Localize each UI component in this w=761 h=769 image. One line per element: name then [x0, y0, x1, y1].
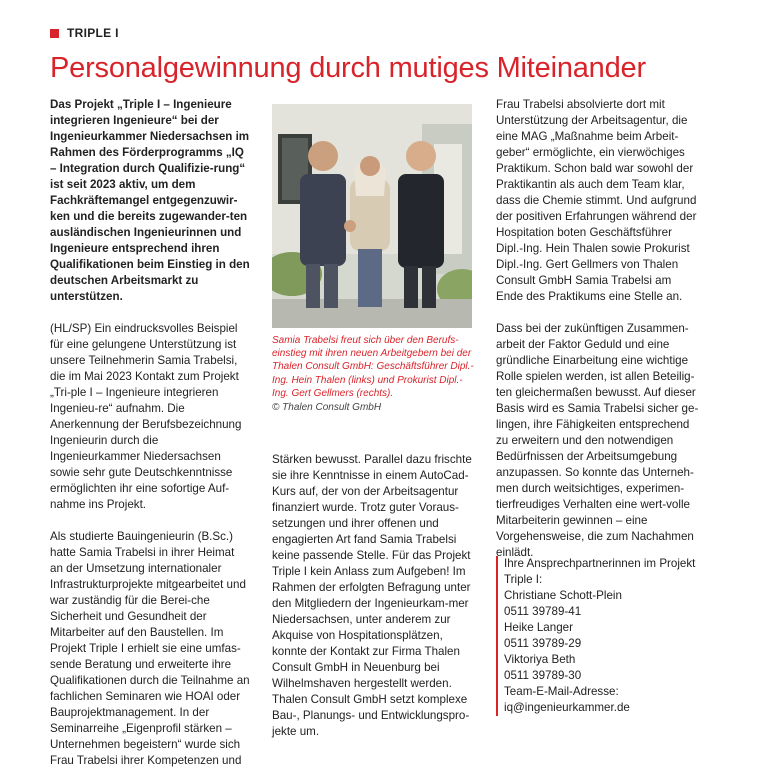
red-square-icon	[50, 29, 59, 38]
article-headline: Personalgewinnung durch mutiges Miteinander	[50, 52, 646, 84]
column-2	[272, 452, 474, 740]
article-photo	[272, 104, 472, 328]
paragraph-5: Dass bei der zukünftigen Zusammen-arbeit der Faktor Geduld und eine gründliche Einarbeitung eine wichtige Rolle spielen werden, ist allen Beteilig-ten gleichermaßen bewusst. Auf dieser Basis wird es Samia Trabelsi sicher ge-lingen, ihre Fähigkeiten entsprechend zu erweitern und den notwendigen Bedürfnissen der Arbeitsumgebung anzupassen. So konnte das Unterneh-men durch weitsichtiges, experimen-tierfreudiges Verhalten eine wert-volle Mitarbeiterin gewinnen – eine Vorgehensweise, die zum Nachahmen einlädt.	[496, 322, 699, 559]
paragraph-4: Frau Trabelsi absolvierte dort mit Unterstützung der Arbeitsagentur, die eine MAG „Maßnahme beim Arbeit-geber“ ermöglichte, ein vierwöchiges Praktikum. Schon bald war sowohl der Praktikantin als auch dem Team klar, dass die Chemie stimmt. Und aufgrund der positiven Erfahrungen während der Hospitation boten Geschäftsführer Dipl.-Ing. Hein Thalen sowie Prokurist Dipl.-Ing. Gert Gellmers von Thalen Consult GmbH Samia Trabelsi am Ende des Praktikums eine Stelle an.	[496, 98, 697, 303]
contact-phone-2: 0511 39789-29	[504, 637, 582, 650]
paragraph-3: Stärken bewusst. Parallel dazu frischte sie ihre Kenntnisse in einem AutoCad-Kurs auf, der von der Arbeitsagentur finanziert wurde. Trotz guter Voraus-setzungen und ihrer offenen und engagierten Art fand Samia Trabelsi keine passende Stelle. Für das Projekt Triple I kein Anlass zum Aufgeben! Im Rahmen der erfolgten Befragung unter den Mitgliedern der Ingenieurkam-mer Niedersachsen, unter anderem zur Akquise von Hospitationsplätzen, konnte der Kontakt zur Firma Thalen Consult GmbH in Neuenburg bei Wilhelmshaven hergestellt werden. Thalen Consult GmbH setzt komplexe Bau-, Planungs- und Entwicklungspro-jekte um.	[272, 453, 472, 738]
contact-intro-line-1: Ihre Ansprechpartnerinnen im Projekt	[504, 557, 696, 570]
column-3	[496, 97, 700, 561]
caption-text: Samia Trabelsi freut sich über den Berufs-einstieg mit ihren neuen Arbeitgebern bei der Thalen Consult GmbH: Geschäftsführer Dipl.-Ing. Hein Thalen (links) und Prokurist Dipl.-Ing. Gert Gellmers (rechts).	[272, 335, 474, 399]
contact-phone-3: 0511 39789-30	[504, 669, 582, 682]
contact-intro-line-2: Triple I:	[504, 573, 543, 586]
photo-credit: © Thalen Consult GmbH	[272, 402, 382, 414]
contact-email-label: Team-E-Mail-Adresse:	[504, 685, 619, 698]
contact-name-3: Viktoriya Beth	[504, 653, 576, 666]
contact-email[interactable]: iq@ingenieurkammer.de	[504, 701, 630, 714]
photo-three-people-icon	[272, 104, 472, 328]
contact-phone-1: 0511 39789-41	[504, 605, 582, 618]
kicker-label: TRIPLE I	[67, 26, 119, 40]
paragraph-1: (HL/SP) Ein eindrucksvolles Beispiel für eine gelungene Unterstützung ist unsere Teilnehmerin Samia Trabelsi, die im Mai 2023 Kontakt zum Projekt „Tri-ple I – Ingenieure integrieren Ingenieu-re“ aufnahm. Die Anerkennung der Berufsbezeichnung Ingenieurin durch die Ingenieurkammer Niedersachsen sowie sehr gute Deutschkenntnisse ermöglichten ihr eine sofortige Auf-nahme ins Projekt.	[50, 322, 242, 511]
contact-box	[496, 556, 714, 716]
contact-name-2: Heike Langer	[504, 621, 573, 634]
section-kicker	[50, 26, 119, 40]
photo-caption	[272, 334, 474, 414]
contact-name-1: Christiane Schott-Plein	[504, 589, 622, 602]
column-1	[50, 97, 250, 769]
paragraph-2: Als studierte Bauingenieurin (B.Sc.) hatte Samia Trabelsi in ihrer Heimat an der Umsetzung internationaler Infrastrukturprojekte mitgearbeitet und war zuständig für die Berei-che Sicherheit und Gesundheit der Mitarbeiter auf den Baustellen. Im Projekt Triple I erhielt sie eine umfas-sende Beratung und erweiterte ihre Qualifikationen durch die Teilnahme an fachlichen Seminaren wie HOAI oder Bauprojektmanagement. In der Seminarreihe „Eigenprofil stärken – Unternehmen begeistern“ wurde sich Frau Trabelsi ihrer Kompetenzen und	[50, 530, 250, 767]
lead-paragraph: Das Projekt „Triple I – Ingenieure integrieren Ingenieure“ bei der Ingenieurkammer Niedersachsen im Rahmen des Förderprogramms „IQ – Integration durch Qualifizie-rung“ ist seit 2023 aktiv, um dem Fachkräftemangel entgegenzuwir-ken und die bereits zugewander-ten ausländischen Ingenieurinnen und Ingenieure entsprechend ihren Qualifikationen beim Einstieg in den deutschen Arbeitsmarkt zu unterstützen.	[50, 98, 250, 303]
